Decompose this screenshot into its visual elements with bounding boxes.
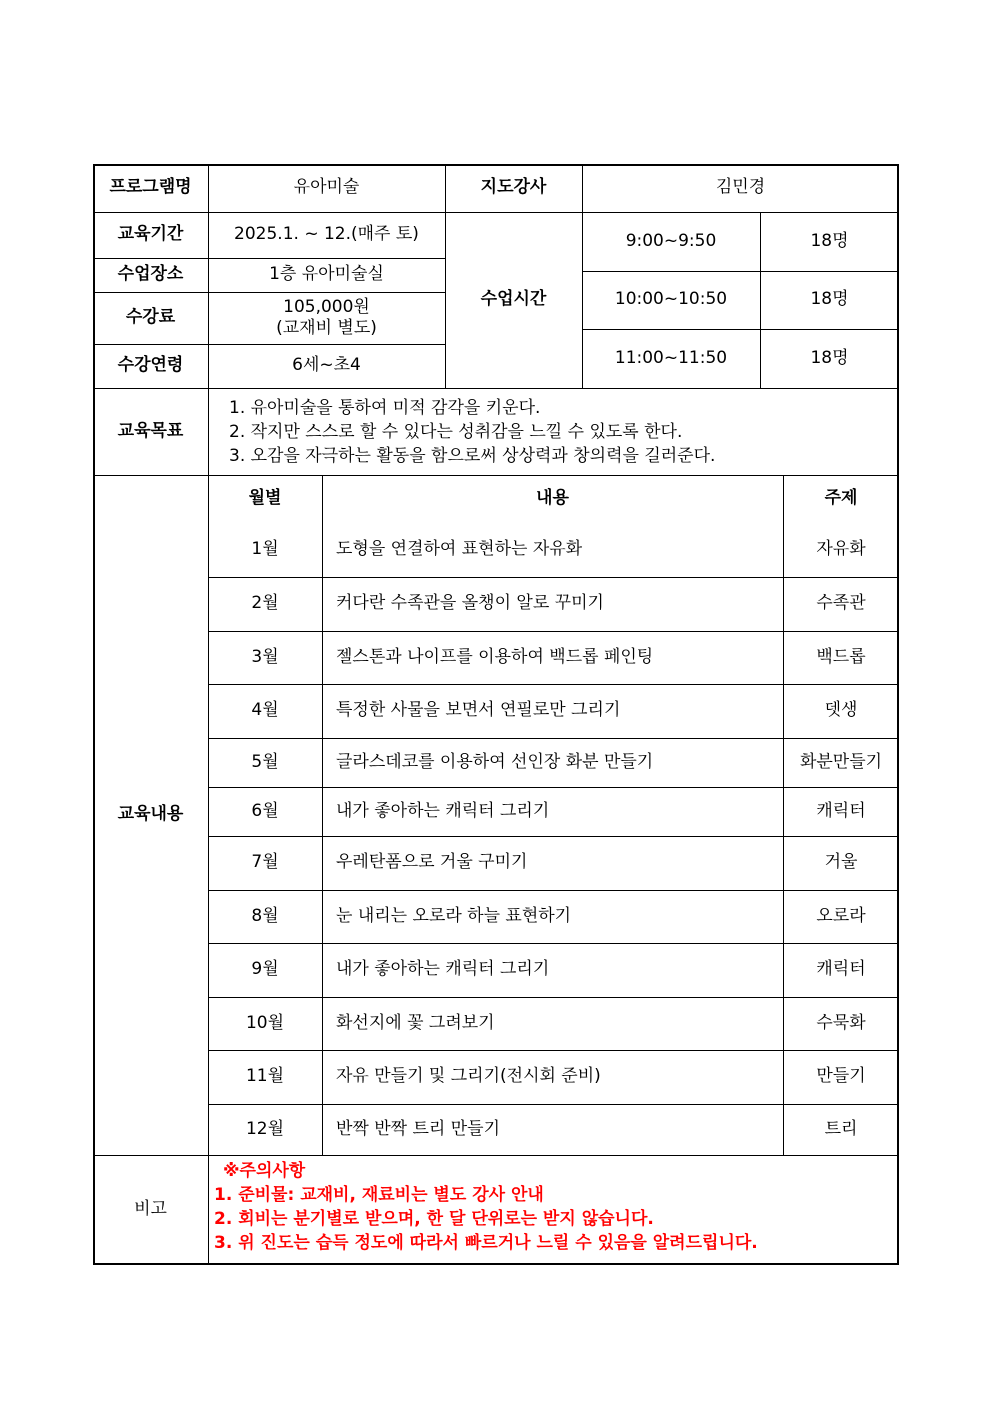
curriculum-topic-cell: 만들기 (816, 1066, 866, 1087)
curriculum-month-cell: 9월 (251, 959, 279, 980)
curriculum-content-cell: 내가 좋아하는 캐릭터 그리기 (336, 959, 550, 980)
curriculum-content-cell: 우레탄폼으로 거울 구미기 (336, 852, 528, 873)
goals-label: 교육목표 (117, 420, 184, 441)
curriculum-month-cell: 2월 (251, 593, 279, 614)
instructor-value: 김민경 (715, 177, 766, 198)
curriculum-content-cell: 도형을 연결하여 표현하는 자유화 (336, 539, 583, 560)
place-value: 1층 유아미술실 (269, 264, 384, 285)
curriculum-month-cell: 3월 (251, 646, 279, 667)
curriculum-month-cell: 8월 (251, 905, 279, 926)
curriculum-content-cell: 커다란 수족관을 올챙이 알로 꾸미기 (336, 593, 604, 614)
age-label: 수강연령 (117, 355, 184, 376)
curriculum-content-cell: 내가 좋아하는 캐릭터 그리기 (336, 800, 550, 821)
curriculum-topic-cell: 뎃생 (824, 700, 858, 721)
curriculum-content-cell: 화선지에 꽃 그려보기 (336, 1012, 495, 1033)
curriculum-content-cell: 자유 만들기 및 그리기(전시회 준비) (336, 1066, 601, 1087)
curriculum-content-cell: 특정한 사물을 보면서 연필로만 그리기 (336, 700, 621, 721)
curriculum-month-cell: 1월 (251, 539, 279, 560)
remarks-notes (214, 1159, 894, 1255)
schedule-label: 수업시간 (480, 289, 547, 310)
place-label: 수업장소 (117, 264, 184, 285)
curriculum-label: 교육내용 (117, 804, 184, 825)
curriculum-month-cell: 5월 (251, 751, 279, 772)
remarks-item: 1. 준비물: 교재비, 재료비는 별도 강사 안내 (214, 1185, 544, 1205)
month-header: 월별 (248, 488, 282, 509)
curriculum-topic-cell: 트리 (824, 1118, 858, 1139)
program-name-value: 유아미술 (293, 177, 360, 198)
goal-item: 2. 작지만 스스로 할 수 있다는 성취감을 느낄 수 있도록 한다. (229, 422, 683, 442)
remarks-item: 3. 위 진도는 습득 정도에 따라서 빠르거나 느릴 수 있음을 알려드립니다. (214, 1233, 758, 1253)
period-value: 2025.1. ~ 12.(매주 토) (234, 224, 419, 245)
goal-item: 3. 오감을 자극하는 활동을 함으로써 상상력과 창의력을 길러준다. (229, 446, 716, 466)
slot-time: 11:00~11:50 (614, 347, 728, 368)
instructor-label: 지도강사 (480, 177, 547, 198)
fee-note: (교재비 별도) (276, 318, 377, 338)
curriculum-topic-cell: 캐릭터 (816, 959, 866, 980)
program-table (93, 164, 899, 1265)
slot-capacity: 18명 (810, 347, 849, 368)
curriculum-content-cell: 젤스톤과 나이프를 이용하여 백드롭 페인팅 (336, 646, 654, 667)
grid-line (93, 1263, 899, 1265)
remarks-title: ※주의사항 (223, 1161, 306, 1181)
fee-value: 105,000원 (283, 296, 370, 317)
curriculum-content-cell: 눈 내리는 오로라 하늘 표현하기 (336, 905, 572, 926)
curriculum-month-cell: 12월 (245, 1118, 285, 1139)
topic-header: 주제 (824, 488, 858, 509)
curriculum-topic-cell: 자유화 (816, 539, 866, 560)
goals-list (229, 396, 889, 468)
curriculum-month-cell: 6월 (251, 800, 279, 821)
curriculum-topic-cell: 백드롭 (816, 646, 866, 667)
curriculum-topic-cell: 수족관 (816, 593, 866, 614)
curriculum-month-cell: 11월 (245, 1066, 285, 1087)
curriculum-topic-cell: 화분만들기 (799, 751, 883, 772)
grid-line (93, 388, 899, 389)
curriculum-topic-cell: 수묵화 (816, 1012, 866, 1033)
curriculum-month-cell: 7월 (251, 852, 279, 873)
fee-cell (208, 292, 445, 344)
remarks-item: 2. 회비는 분기별로 받으며, 한 달 단위로는 받지 않습니다. (214, 1209, 654, 1229)
grid-line (93, 1155, 899, 1156)
slot-capacity: 18명 (810, 230, 849, 251)
curriculum-month-cell: 4월 (251, 700, 279, 721)
curriculum-month-cell: 10월 (245, 1012, 285, 1033)
age-value: 6세~초4 (292, 355, 361, 376)
curriculum-content-cell: 글라스데코를 이용하여 선인장 화분 만들기 (336, 751, 654, 772)
curriculum-topic-cell: 캐릭터 (816, 800, 866, 821)
program-name-label: 프로그램명 (109, 177, 192, 198)
slot-capacity: 18명 (810, 289, 849, 310)
content-header: 내용 (536, 488, 569, 509)
slot-time: 9:00~9:50 (625, 230, 717, 251)
slot-time: 10:00~10:50 (614, 289, 728, 310)
curriculum-topic-cell: 거울 (824, 852, 858, 873)
remarks-label: 비고 (134, 1199, 167, 1220)
curriculum-topic-cell: 오로라 (816, 905, 866, 926)
period-label: 교육기간 (117, 224, 184, 245)
curriculum-content-cell: 반짝 반짝 트리 만들기 (336, 1118, 501, 1139)
fee-label: 수강료 (125, 307, 176, 328)
goal-item: 1. 유아미술을 통하여 미적 감각을 키운다. (229, 398, 541, 418)
